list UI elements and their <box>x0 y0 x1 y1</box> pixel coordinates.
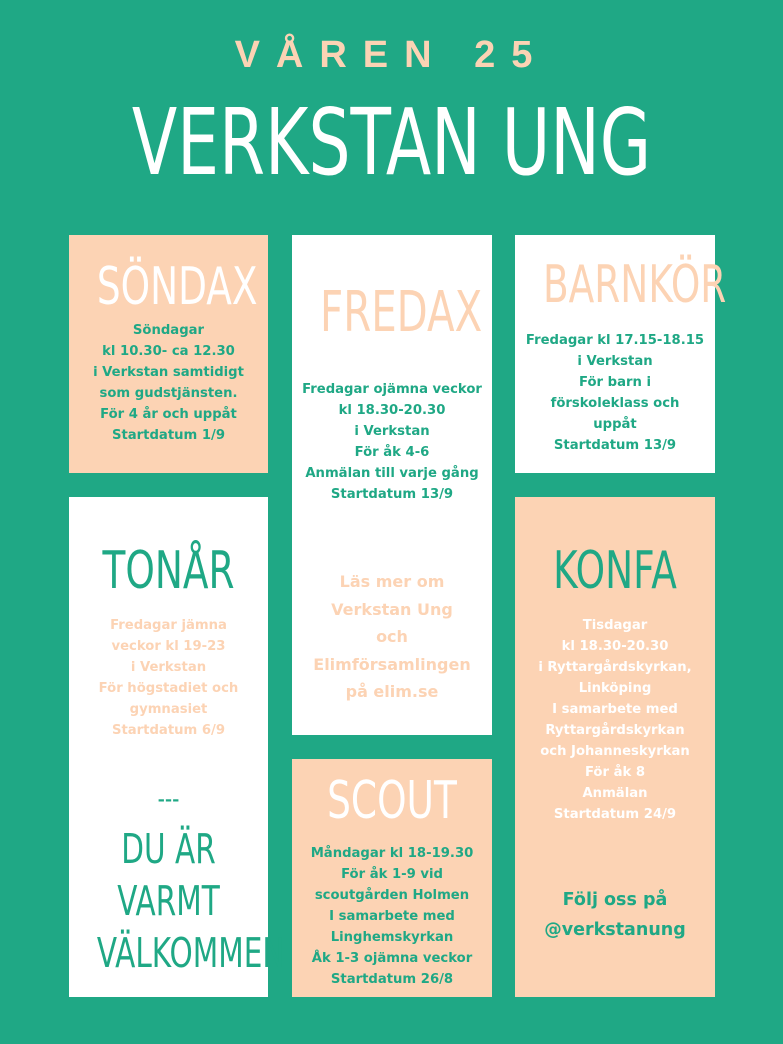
card-tonar-text <box>73 615 264 741</box>
card-fredax <box>292 235 492 735</box>
card-barnkor-text <box>519 330 711 456</box>
card-tonar-title: TONÅR <box>102 541 235 601</box>
text-line: Tisdagar <box>582 618 648 633</box>
card-barnkor <box>515 235 727 473</box>
card-scout-title: SCOUT <box>327 771 457 831</box>
text-line: kl 18.30-20.30 <box>561 639 669 654</box>
text-line: Linghemskyrkan <box>330 930 454 945</box>
text-line: För 4 år och uppåt <box>100 407 237 422</box>
welcome-line: VÄLKOMMEN <box>96 929 285 977</box>
text-line: scoutgården Holmen <box>314 888 470 903</box>
card-sondax <box>69 235 268 473</box>
page-title: VERKSTAN UNG <box>131 89 652 196</box>
text-line: och Johanneskyrkan <box>540 744 690 759</box>
text-line: Fredagar ojämna veckor <box>302 382 482 397</box>
text-line: Fredagar jämna <box>110 618 227 633</box>
text-line: och <box>376 627 408 646</box>
text-line: Startdatum 6/9 <box>111 723 226 738</box>
card-scout-text <box>296 843 488 990</box>
text-line: i Verkstan <box>354 424 430 439</box>
text-line: Linköping <box>578 681 652 696</box>
text-line: uppåt <box>593 417 637 432</box>
text-line: Anmälan <box>582 786 648 801</box>
text-line: förskoleklass och <box>550 396 680 411</box>
text-line: Startdatum 24/9 <box>553 807 677 822</box>
text-line: För barn i <box>579 375 651 390</box>
instagram-handle: @verkstanung <box>544 920 686 940</box>
text-line: Verkstan Ung <box>331 599 453 619</box>
card-fredax-info <box>296 568 488 706</box>
text-line: Söndagar <box>132 323 205 338</box>
text-line: Ryttargårdskyrkan <box>545 723 685 738</box>
text-line: Måndagar kl 18-19.30 <box>310 846 474 861</box>
season-label: VÅREN 25 <box>234 34 549 76</box>
text-line: Startdatum 1/9 <box>111 428 226 443</box>
text-line: Startdatum 26/8 <box>330 972 454 987</box>
text-line: i Verkstan samtidigt <box>93 365 244 380</box>
card-tonar <box>69 497 285 997</box>
text-line: I samarbete med <box>329 909 455 924</box>
text-line: Elimförsamlingen <box>313 654 471 674</box>
text-line: För åk 8 <box>584 765 646 780</box>
card-scout <box>292 759 492 997</box>
text-line: i Verkstan <box>577 354 653 369</box>
text-line: Fredagar kl 17.15-18.15 <box>525 333 705 348</box>
card-fredax-title: FREDAX <box>320 280 483 345</box>
text-line: Startdatum 13/9 <box>553 438 677 453</box>
welcome-line: VARMT <box>117 877 220 925</box>
text-line: i Ryttargårdskyrkan, <box>538 660 692 675</box>
follow-us <box>519 885 711 945</box>
welcome-line: DU ÄR <box>121 825 216 873</box>
text-line: kl 18.30-20.30 <box>338 403 446 418</box>
card-konfa <box>515 497 715 997</box>
text-line: För åk 4-6 <box>354 445 430 460</box>
divider: --- <box>157 782 180 815</box>
card-sondax-text <box>73 320 264 446</box>
text-line: Anmälan till varje gång <box>305 466 479 481</box>
text-line: som gudstjänsten. <box>99 386 238 401</box>
card-konfa-title: KONFA <box>553 541 677 601</box>
card-konfa-text <box>519 615 711 825</box>
text-line: veckor kl 19-23 <box>111 639 226 654</box>
text-line: I samarbete med <box>552 702 678 717</box>
card-sondax-title: SÖNDAX <box>96 257 258 317</box>
text-line: Läs mer om <box>339 572 445 591</box>
text-line: gymnasiet <box>129 702 208 717</box>
text-line: Startdatum 13/9 <box>330 487 454 502</box>
follow-line: Följ oss på <box>562 890 668 910</box>
text-line: kl 10.30- ca 12.30 <box>102 344 235 359</box>
text-line: För högstadiet och <box>98 681 239 696</box>
card-barnkor-title: BARNKÖR <box>543 255 727 315</box>
card-fredax-text <box>296 379 488 505</box>
text-line: För åk 1-9 vid <box>341 867 443 882</box>
text-line: Åk 1-3 ojämna veckor <box>311 951 473 966</box>
text-line: i Verkstan <box>130 660 207 675</box>
text-line: på elim.se <box>345 682 439 701</box>
